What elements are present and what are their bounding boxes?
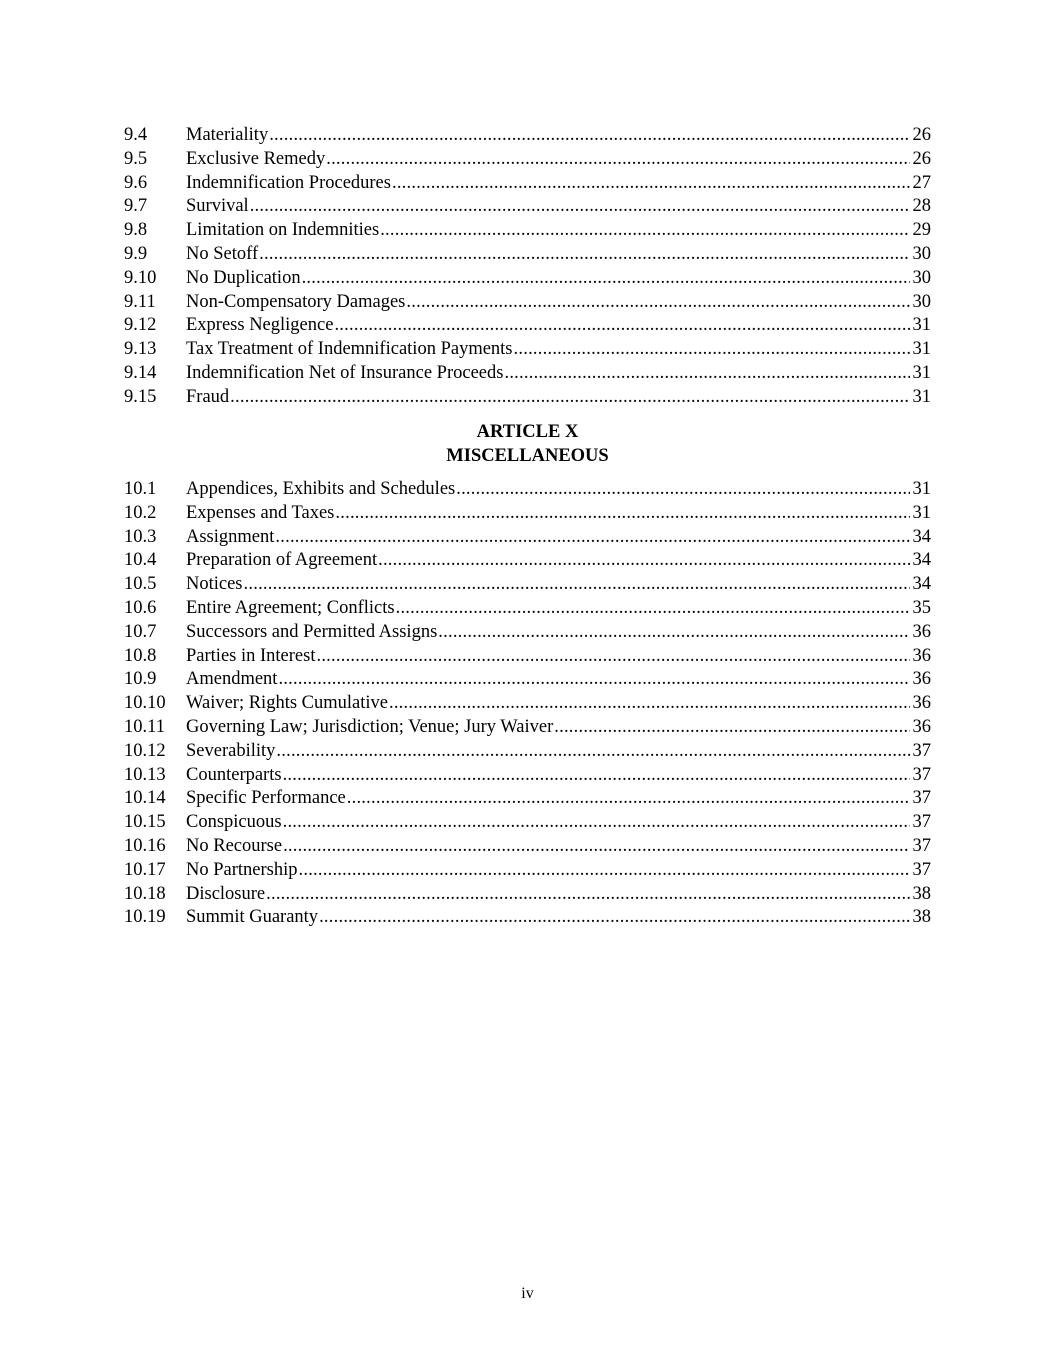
dot-leader — [266, 883, 909, 907]
dot-leader — [283, 764, 910, 788]
toc-entry-title: Preparation of Agreement — [186, 550, 378, 571]
toc-entry — [124, 314, 931, 338]
toc-entry-page: 37 — [912, 764, 931, 785]
toc-entry-number: 9.7 — [124, 196, 148, 217]
dot-leader — [347, 787, 910, 811]
toc-entry-number: 10.19 — [124, 907, 166, 928]
toc-entry-title: No Partnership — [186, 859, 298, 880]
dot-leader — [230, 386, 909, 410]
toc-entry-title: Non-Compensatory Damages — [186, 291, 406, 312]
toc-entry-number: 10.3 — [124, 526, 157, 547]
toc-entry-page: 37 — [912, 812, 931, 833]
toc-entry — [124, 124, 931, 148]
toc-entry-title: Tax Treatment of Indemnification Payments — [186, 339, 513, 360]
toc-entry-page: 34 — [912, 526, 931, 547]
toc-entry-number: 9.8 — [124, 220, 148, 241]
dot-leader — [302, 267, 910, 291]
toc-entry-number: 9.14 — [124, 362, 157, 383]
dot-leader — [554, 716, 909, 740]
toc-entry-number: 9.5 — [124, 148, 148, 169]
toc-entry — [124, 811, 931, 835]
toc-entry — [124, 526, 931, 550]
toc-entry-title: Conspicuous — [186, 812, 282, 833]
toc-entry-title: Assignment — [186, 526, 275, 547]
toc-entry — [124, 502, 931, 526]
dot-leader — [396, 597, 910, 621]
toc-entry-page: 28 — [912, 196, 931, 217]
toc-entry-number: 10.17 — [124, 859, 166, 880]
toc-entry-title: Summit Guaranty — [186, 907, 319, 928]
toc-entry-page: 30 — [912, 291, 931, 312]
dot-leader — [504, 362, 909, 386]
dot-leader — [278, 668, 909, 692]
toc-entry-title: Disclosure — [186, 883, 266, 904]
toc-entry — [124, 740, 931, 764]
toc-list-article-ix — [124, 124, 931, 410]
toc-entry — [124, 291, 931, 315]
toc-list-article-x — [124, 478, 931, 930]
toc-entry-page: 34 — [912, 574, 931, 595]
toc-entry — [124, 267, 931, 291]
toc-entry — [124, 692, 931, 716]
toc-entry-title: Expenses and Taxes — [186, 502, 335, 523]
toc-entry-number: 10.9 — [124, 669, 157, 690]
toc-entry — [124, 148, 931, 172]
toc-entry-page: 26 — [912, 125, 931, 145]
toc-entry-page: 38 — [912, 883, 931, 904]
toc-entry-number: 10.13 — [124, 764, 166, 785]
toc-entry-number: 9.6 — [124, 172, 148, 193]
toc-entry-number: 10.1 — [124, 479, 157, 499]
article-heading: ARTICLE X — [476, 422, 579, 442]
toc-entry-number: 10.2 — [124, 502, 157, 523]
toc-entry-number: 10.14 — [124, 788, 166, 809]
toc-entry — [124, 668, 931, 692]
toc-entry-title: Appendices, Exhibits and Schedules — [186, 479, 456, 499]
toc-entry-number: 9.11 — [124, 291, 156, 312]
toc-entry — [124, 835, 931, 859]
toc-entry-title: Governing Law; Jurisdiction; Venue; Jury Waiver — [186, 716, 554, 737]
article-subheading: MISCELLANEOUS — [446, 446, 609, 466]
toc-entry-page: 31 — [912, 362, 931, 383]
toc-entry — [124, 906, 931, 930]
toc-entry-number: 10.4 — [124, 550, 157, 571]
toc-entry-title: Specific Performance — [186, 788, 346, 809]
toc-entry-title: Counterparts — [186, 764, 282, 785]
toc-entry-page: 37 — [912, 788, 931, 809]
toc-entry-number: 9.12 — [124, 315, 157, 336]
dot-leader — [319, 906, 909, 930]
toc-entry — [124, 219, 931, 243]
dot-leader — [334, 314, 909, 338]
toc-entry-number: 10.8 — [124, 645, 157, 666]
toc-entry — [124, 478, 931, 502]
toc-entry-page: 31 — [912, 386, 931, 407]
toc-entry-page: 35 — [912, 597, 931, 618]
toc-entry — [124, 716, 931, 740]
toc-entry-title: Indemnification Net of Insurance Proceeds — [186, 362, 504, 383]
toc-entry — [124, 621, 931, 645]
toc-entry-title: Severability — [186, 740, 276, 761]
toc-entry-page: 38 — [912, 907, 931, 928]
toc-entry-title: Limitation on Indemnities — [186, 220, 380, 241]
toc-entry-page: 31 — [912, 479, 931, 499]
toc-entry-title: Entire Agreement; Conflicts — [186, 597, 395, 618]
toc-entry-number: 10.16 — [124, 835, 166, 856]
dot-leader — [378, 549, 909, 573]
toc-entry-title: No Duplication — [186, 267, 301, 288]
toc-entry-number: 9.4 — [124, 125, 148, 145]
toc-entry-number: 10.7 — [124, 621, 157, 642]
toc-entry — [124, 573, 931, 597]
toc-entry-page: 37 — [912, 740, 931, 761]
toc-entry-title: Survival — [186, 196, 249, 217]
dot-leader — [283, 811, 910, 835]
dot-leader — [244, 573, 910, 597]
toc-entry-number: 9.9 — [124, 243, 148, 264]
toc-entry-page: 37 — [912, 835, 931, 856]
toc-entry-title: Express Negligence — [186, 315, 334, 336]
toc-entry-title: Successors and Permitted Assigns — [186, 621, 438, 642]
dot-leader — [406, 291, 909, 315]
toc-entry-title: Indemnification Procedures — [186, 172, 391, 193]
toc-entry-title: Waiver; Rights Cumulative — [186, 693, 388, 714]
toc-entry-number: 10.11 — [124, 716, 165, 737]
toc-entry-page: 36 — [912, 669, 931, 690]
toc-entry — [124, 243, 931, 267]
toc-entry-page: 36 — [912, 621, 931, 642]
toc-entry-page: 34 — [912, 550, 931, 571]
toc-entry — [124, 787, 931, 811]
dot-leader — [392, 172, 910, 196]
toc-entry-number: 10.18 — [124, 883, 166, 904]
dot-leader — [389, 692, 910, 716]
toc-entry — [124, 883, 931, 907]
toc-entry-title: Fraud — [186, 386, 230, 407]
toc-entry-page: 37 — [912, 859, 931, 880]
toc-entry — [124, 859, 931, 883]
dot-leader — [275, 526, 909, 550]
dot-leader — [380, 219, 909, 243]
toc-entry-number: 10.15 — [124, 812, 166, 833]
dot-leader — [438, 621, 909, 645]
dot-leader — [250, 195, 910, 219]
dot-leader — [456, 478, 909, 502]
toc-entry — [124, 764, 931, 788]
toc-entry — [124, 195, 931, 219]
page-number: iv — [521, 1285, 534, 1302]
toc-entry-title: Parties in Interest — [186, 645, 316, 666]
dot-leader — [299, 859, 910, 883]
toc-entry — [124, 645, 931, 669]
dot-leader — [283, 835, 909, 859]
toc-entry-number: 9.15 — [124, 386, 157, 407]
toc-entry-title: Exclusive Remedy — [186, 148, 326, 169]
toc-entry — [124, 362, 931, 386]
toc-entry-page: 27 — [912, 172, 931, 193]
toc-entry — [124, 172, 931, 196]
dot-leader — [269, 124, 909, 148]
toc-entry-title: Materiality — [186, 125, 269, 145]
toc-entry — [124, 386, 931, 410]
toc-entry-page: 31 — [912, 339, 931, 360]
dot-leader — [335, 502, 909, 526]
toc-entry-page: 31 — [912, 502, 931, 523]
toc-entry-page: 30 — [912, 243, 931, 264]
dot-leader — [259, 243, 909, 267]
toc-entry — [124, 338, 931, 362]
toc-entry-title: No Recourse — [186, 835, 283, 856]
toc-entry-page: 36 — [912, 693, 931, 714]
toc-entry-title: No Setoff — [186, 243, 259, 264]
toc-entry-page: 36 — [912, 645, 931, 666]
toc-entry-number: 10.6 — [124, 597, 157, 618]
toc-entry-page: 30 — [912, 267, 931, 288]
toc-entry-number: 10.5 — [124, 574, 157, 595]
toc-entry — [124, 597, 931, 621]
toc-entry-number: 9.10 — [124, 267, 157, 288]
toc-entry-number: 10.12 — [124, 740, 166, 761]
toc-entry-number: 10.10 — [124, 693, 166, 714]
toc-entry-page: 29 — [912, 220, 931, 241]
dot-leader — [316, 645, 909, 669]
toc-entry-number: 9.13 — [124, 339, 157, 360]
toc-entry-page: 31 — [912, 315, 931, 336]
toc-entry-title: Amendment — [186, 669, 278, 690]
toc-entry-title: Notices — [186, 574, 243, 595]
dot-leader — [326, 148, 909, 172]
dot-leader — [514, 338, 910, 362]
toc-entry — [124, 549, 931, 573]
toc-entry-page: 26 — [912, 148, 931, 169]
dot-leader — [276, 740, 909, 764]
toc-entry-page: 36 — [912, 716, 931, 737]
